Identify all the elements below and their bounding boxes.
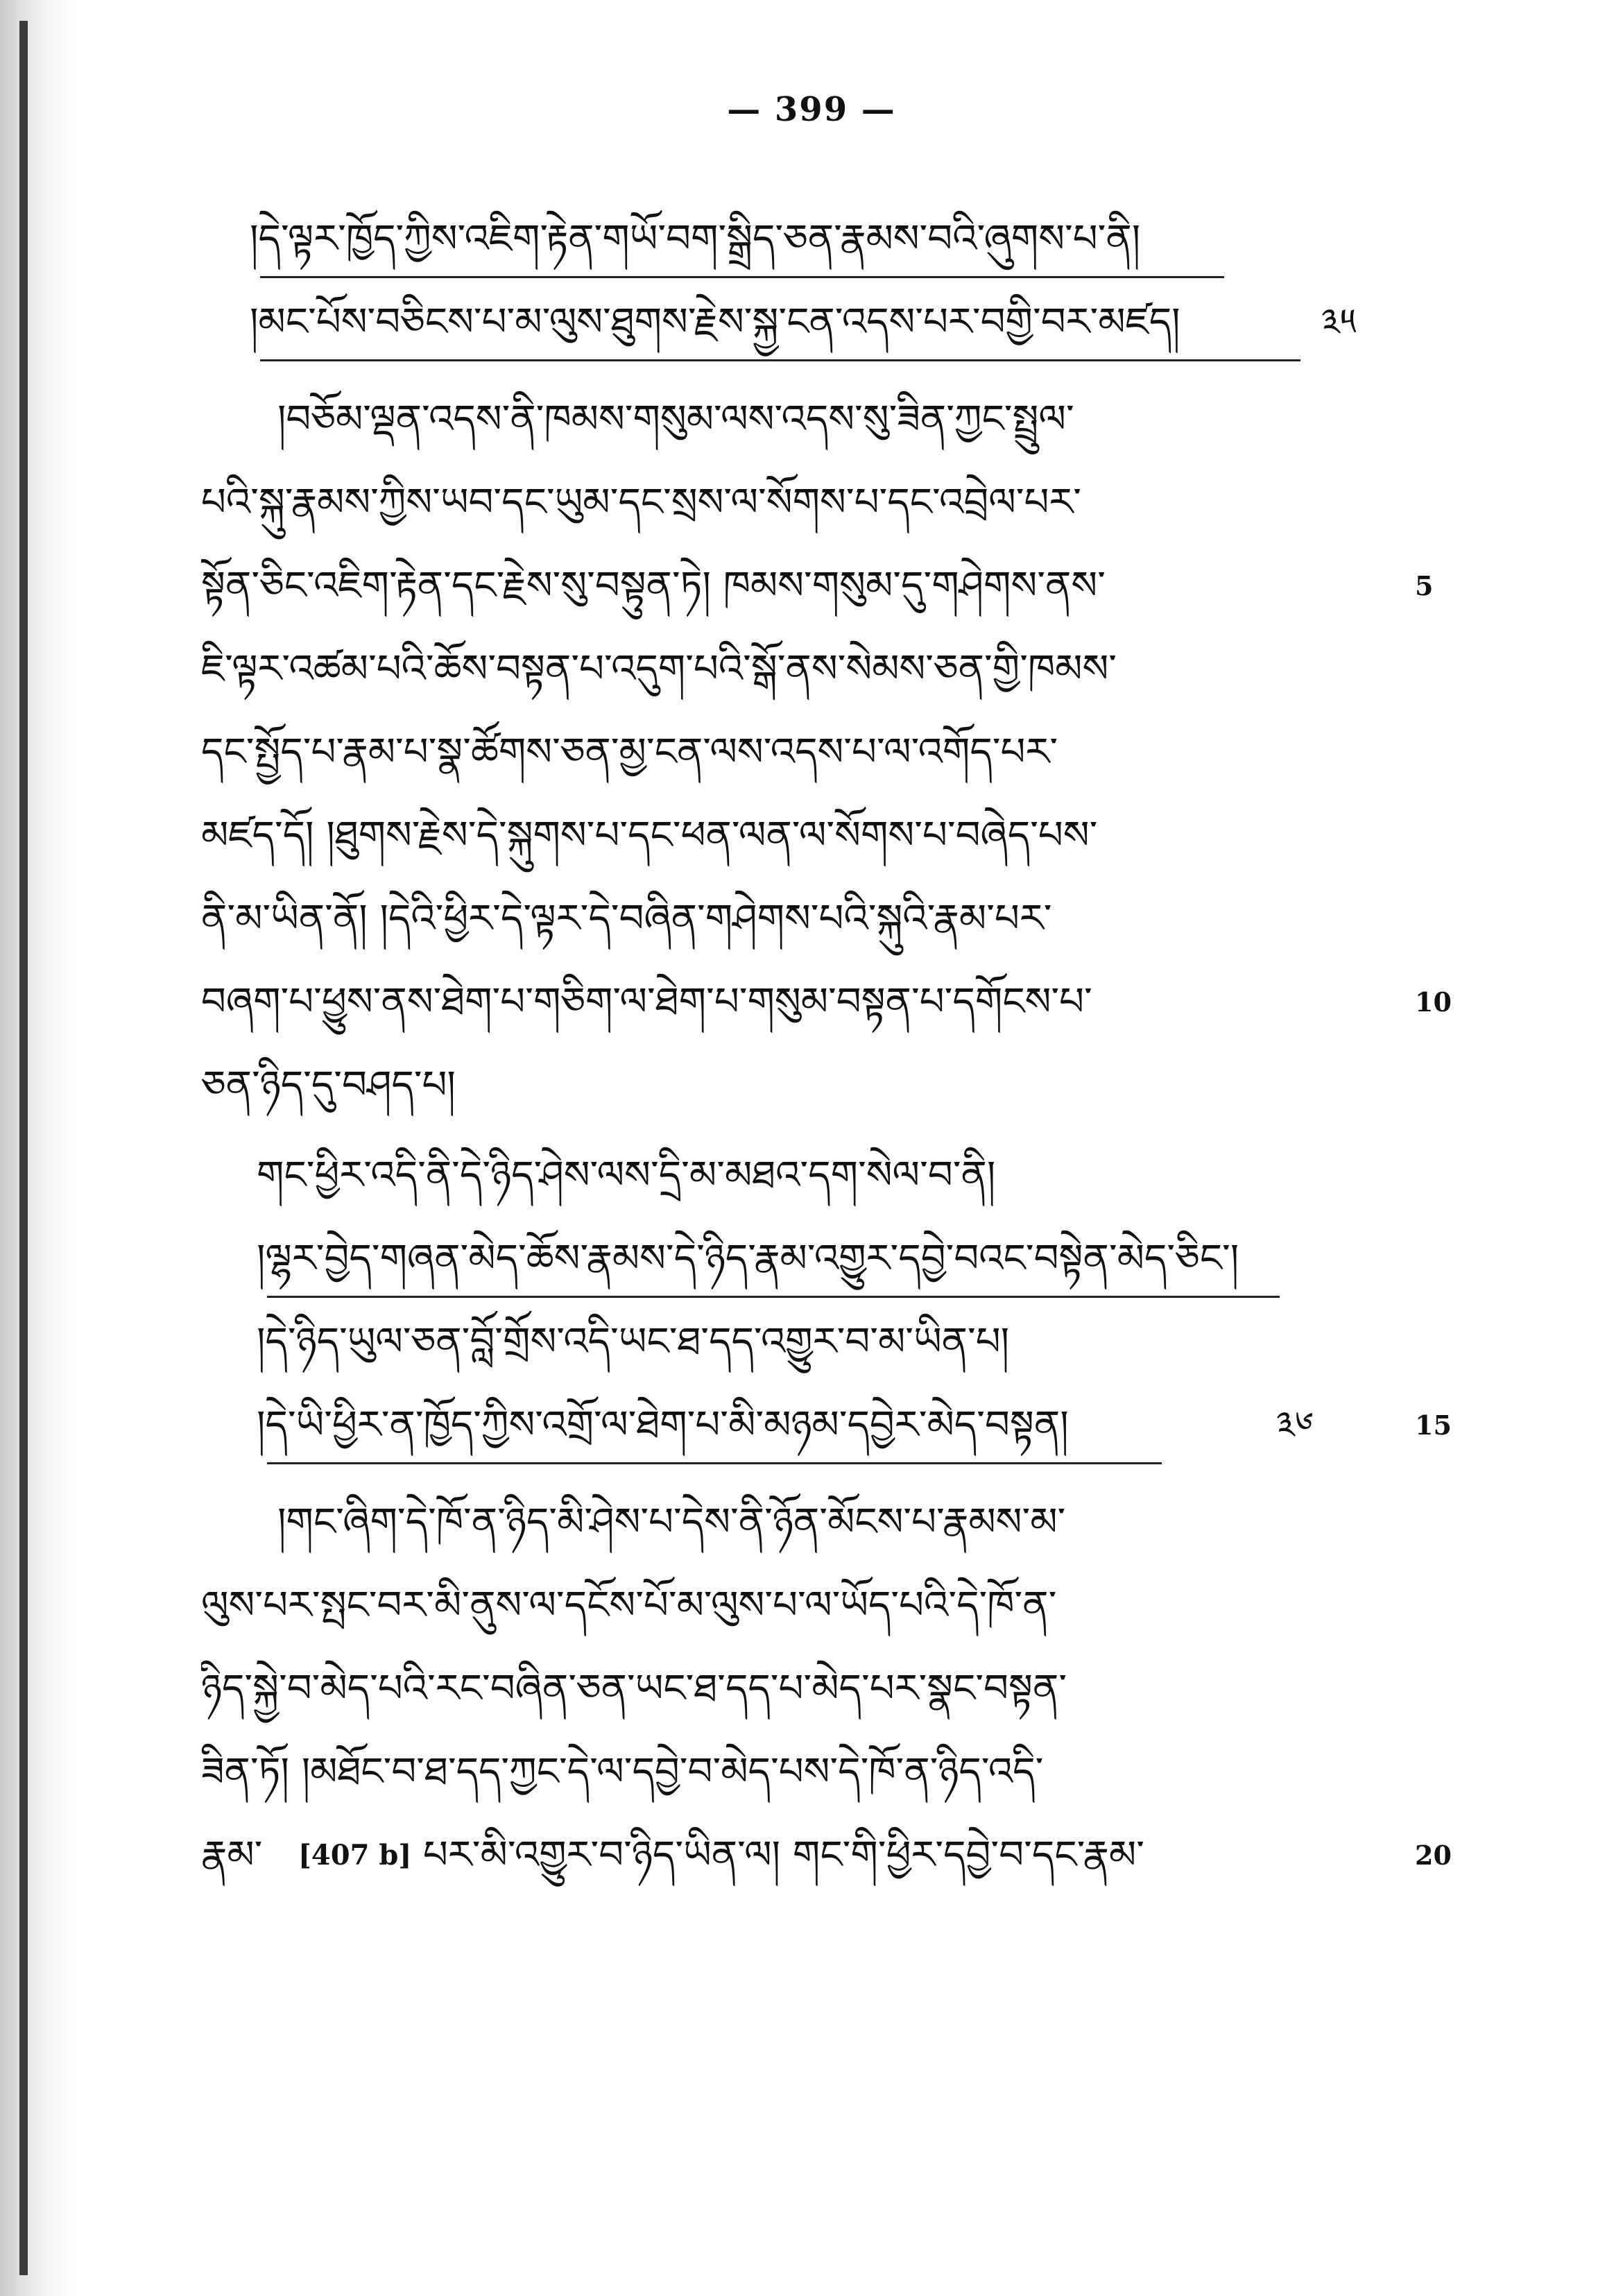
prose-line: དང་སྤྱོད་པ་རྣམ་པ་སྣ་ཚོགས་ཅན་མྱ་ངན་ལས་འདས་པ་ལ་འགོད་པར་	[201, 730, 1058, 775]
prose-line: པའི་སྐུ་རྣམས་ཀྱིས་ཡབ་དང་ཡུམ་དང་སྲས་ལ་སོགས་པ་དང་འབྲེལ་པར་	[201, 480, 1082, 525]
verse-36-line-1: གང་ཕྱིར་འདི་ནི་དེ་ཉིད་ཤེས་ལས་དྲི་མ་མཐའ་དག་སེལ་བ་ནི།	[257, 1153, 996, 1198]
page-number: — 399 —	[727, 90, 896, 129]
verse-36-line-2: །ལྷར་བྱེད་གཞན་མེད་ཆོས་རྣམས་དེ་ཉིད་རྣམ་འགྱུར་དབྱེ་བའང་བསྟེན་མེད་ཅིང་།	[257, 1236, 1239, 1281]
margin-line-number: 5	[1415, 570, 1434, 601]
prose-line: མཛད་དོ། །ཐུགས་རྗེས་དེ་སྐུགས་པ་དང་ཕན་ལན་ལ་སོགས་པ་བཞེད་པས་	[201, 813, 1098, 858]
prose-line: ནི་མ་ཡིན་ནོ། །དེའི་ཕྱིར་དེ་ལྟར་དེ་བཞིན་གཤེགས་པའི་སྐུའི་རྣམ་པར་	[201, 896, 1052, 941]
margin-line-number: 10	[1415, 986, 1452, 1018]
prose-line: །བཅོམ་ལྡན་འདས་ནི་ཁམས་གསུམ་ལས་འདས་སུ་ཟིན་ཀྱང་སྤྲུལ་	[277, 397, 1074, 442]
verse-36-line-4: །དེ་ཡི་ཕྱིར་ན་ཁྱོད་ཀྱིས་འགྲོ་ལ་ཐེག་པ་མི་མཉམ་དབྱེར་མེད་བསྟན།	[257, 1403, 1069, 1448]
verse-underline	[260, 276, 1224, 278]
prose-line: པར་མི་འགྱུར་བ་ཉིད་ཡིན་ལ། གང་གི་ཕྱིར་དབྱེ་བ་དང་རྣམ་	[423, 1833, 1144, 1878]
margin-line-number: 15	[1415, 1410, 1452, 1441]
prose-line: བཞག་པ་ཕྱུས་ནས་ཐེག་པ་གཅིག་ལ་ཐེག་པ་གསུམ་བསྟན་པ་དགོངས་པ་	[201, 979, 1092, 1025]
verse-35-line-1: །དེ་ལྟར་ཁྱོད་ཀྱིས་འཇིག་རྟེན་གཡོ་བག་སྒྲིད་ཅན་རྣམས་བའི་ཞུགས་པ་ནི།	[250, 216, 1141, 262]
verse-underline	[260, 359, 1300, 361]
verse-underline	[267, 1462, 1162, 1464]
prose-line: རྣམ་	[201, 1833, 263, 1878]
verse-number-36: ༣༦	[1276, 1405, 1314, 1446]
prose-line: ཟིན་ཏོ། །མཐོང་བ་ཐ་དད་ཀྱང་དེ་ལ་དབྱེ་བ་མེད་པས་དེ་ཁོ་ན་ཉིད་འདི་	[201, 1749, 1044, 1794]
prose-line: ཅན་ཉིད་དུ་བཤད་པ།	[201, 1063, 456, 1108]
prose-line: །གང་ཞིག་དེ་ཁོ་ན་ཉིད་མི་ཤེས་པ་དེས་ནི་ཉོན་མོངས་པ་རྣམས་མ་	[277, 1500, 1066, 1545]
scan-shadow	[0, 0, 76, 2296]
folio-reference: [407 b]	[298, 1839, 412, 1871]
verse-36-line-3: །དེ་ཉིད་ཡུལ་ཅན་བློ་གྲོས་འདི་ཡང་ཐ་དད་འགྱུར་བ་མ་ཡིན་པ།	[257, 1319, 1010, 1364]
prose-line: ལུས་པར་སྤང་བར་མི་ནུས་ལ་དངོས་པོ་མ་ལུས་པ་ལ་ཡོད་པའི་དེ་ཁོ་ན་	[201, 1583, 1057, 1628]
prose-line: སྟོན་ཅིང་འཇིག་རྟེན་དང་རྗེས་སུ་བསྟུན་ཏེ། ཁམས་གསུམ་དུ་གཤེགས་ནས་	[201, 563, 1106, 608]
prose-line: ཉིད་སྐྱེ་བ་མེད་པའི་རང་བཞིན་ཅན་ཡང་ཐ་དད་པ་མེད་པར་སྣང་བསྟན་	[201, 1666, 1067, 1711]
scan-binding-edge	[19, 21, 28, 2275]
margin-line-number: 20	[1415, 1840, 1452, 1871]
verse-number-35: ༣༥	[1321, 302, 1357, 343]
verse-underline	[267, 1296, 1280, 1298]
verse-35-line-2: །མང་པོས་བཅིངས་པ་མ་ལུས་ཐུགས་རྗེས་སྐྱ་ངན་འདས་པར་བགྱི་བར་མཛད།	[250, 300, 1180, 345]
prose-line: ཇི་ལྟར་འཚམ་པའི་ཆོས་བསྟན་པ་འདུག་པའི་སྒོ་ནས་སེམས་ཅན་གྱི་ཁམས་	[201, 646, 1117, 692]
